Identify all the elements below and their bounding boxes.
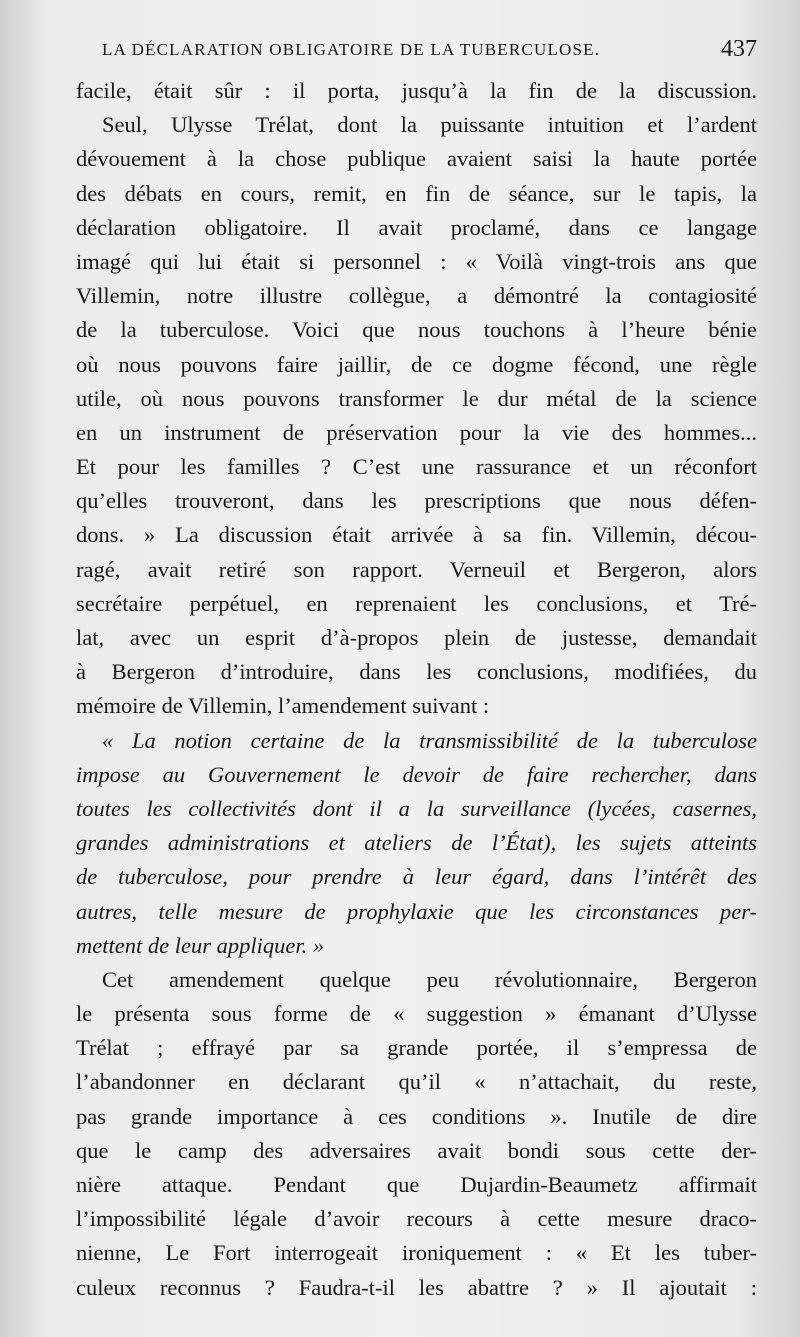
- text-line: Trélat ; effrayé par sa grande portée, il s’empressa de: [76, 1035, 757, 1061]
- text-line: impose au Gouvernement le devoir de faire rechercher, dans: [76, 761, 757, 787]
- text-line: utile, où nous pouvons transformer le dur métal de la science: [76, 385, 757, 411]
- text-line: ragé, avait retiré son rapport. Verneuil et Bergeron, alors: [76, 556, 757, 582]
- text-line: autres, telle mesure de prophylaxie que les circonstances per-: [76, 898, 757, 924]
- text-line: en un instrument de préservation pour la vie des hommes...: [76, 419, 757, 445]
- text-line: facile, était sûr : il porta, jusqu’à la fin de la discussion.: [76, 78, 757, 103]
- text-line: Et pour les familles ? C’est une rassurance et un réconfort: [76, 454, 757, 480]
- text-line: mémoire de Villemin, l’amendement suivant :: [76, 693, 490, 719]
- text-line: où nous pouvons faire jaillir, de ce dogme fécond, une règle: [76, 351, 757, 377]
- text-line: nière attaque. Pendant que Dujardin-Beaumetz affirmait: [76, 1172, 757, 1197]
- text-line: mettent de leur appliquer. »: [76, 932, 325, 958]
- text-line: qu’elles trouveront, dans les prescriptions que nous défen-: [76, 488, 757, 514]
- text-line: nienne, Le Fort interrogeait ironiquement : « Et les tuber-: [76, 1240, 757, 1266]
- text-line: imagé qui lui était si personnel : « Voilà vingt-trois ans que: [76, 248, 757, 274]
- text-line: Seul, Ulysse Trélat, dont la puissante intuition et l’ardent: [102, 112, 757, 138]
- text-line: de la tuberculose. Voici que nous touchons à l’heure bénie: [76, 317, 757, 343]
- text-line: toutes les collectivités dont il a la surveillance (lycées, casernes,: [76, 795, 757, 821]
- text-line: à Bergeron d’introduire, dans les conclusions, modifiées, du: [76, 659, 757, 685]
- text-line: Cet amendement quelque peu révolutionnaire, Bergeron: [102, 966, 757, 992]
- text-line: que le camp des adversaires avait bondi sous cette der-: [76, 1137, 757, 1163]
- running-head: [102, 34, 757, 66]
- text-line: « La notion certaine de la transmissibilité de la tuberculose: [102, 727, 757, 753]
- text-line: secrétaire perpétuel, en reprenaient les conclusions, et Tré-: [76, 590, 757, 616]
- page-number: 437: [721, 36, 757, 62]
- text-line: l’abandonner en déclarant qu’il « n’attachait, du reste,: [76, 1069, 757, 1095]
- running-title: LA DÉCLARATION OBLIGATOIRE DE LA TUBERCULOSE.: [102, 40, 601, 59]
- text-line: dons. » La discussion était arrivée à sa fin. Villemin, décou-: [76, 522, 757, 548]
- text-line: Villemin, notre illustre collègue, a démontré la contagiosité: [76, 283, 757, 309]
- text-line: pas grande importance à ces conditions ». Inutile de dire: [76, 1103, 757, 1129]
- text-line: lat, avec un esprit d’à-propos plein de justesse, demandait: [76, 625, 757, 650]
- text-line: grandes administrations et ateliers de l’État), les sujets atteints: [76, 830, 757, 856]
- text-line: le présenta sous forme de « suggestion » émanant d’Ulysse: [76, 1001, 757, 1027]
- text-line: de tuberculose, pour prendre à leur égard, dans l’intérêt des: [76, 864, 757, 890]
- text-line: dévouement à la chose publique avaient saisi la haute portée: [76, 146, 757, 172]
- body-text: [76, 74, 757, 1305]
- text-line: des débats en cours, remit, en fin de séance, sur le tapis, la: [76, 180, 757, 206]
- text-line: culeux reconnus ? Faudra-t-il les abattre ? » Il ajoutait :: [76, 1274, 757, 1300]
- text-line: l’impossibilité légale d’avoir recours à cette mesure draco-: [76, 1206, 757, 1232]
- text-line: déclaration obligatoire. Il avait proclamé, dans ce langage: [76, 214, 757, 240]
